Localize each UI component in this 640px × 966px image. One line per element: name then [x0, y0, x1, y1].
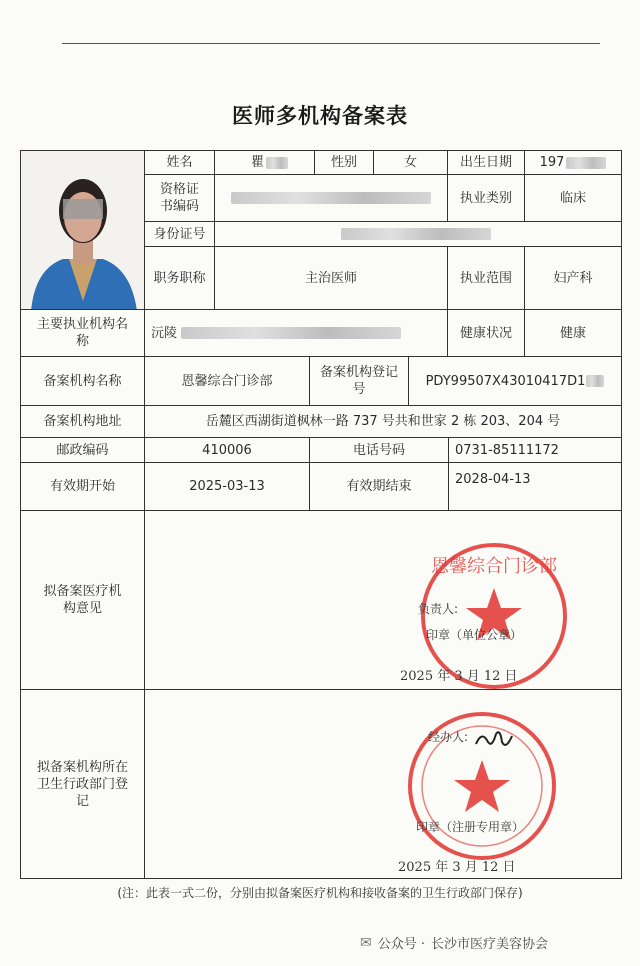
cert-value — [214, 174, 448, 222]
birth-value-text: 197 — [539, 155, 565, 170]
footer-watermark — [360, 933, 548, 952]
phone-value: 0731-85111172 — [448, 437, 622, 463]
postcode-label: 邮政编码 — [20, 437, 145, 463]
redacted-cert — [231, 192, 431, 204]
form-note: (注：此表一式二份，分别由拟备案医疗机构和接收备案的卫生行政部门保存) — [117, 886, 523, 900]
title-value: 主治医师 — [214, 246, 448, 310]
scope-value: 妇产科 — [524, 246, 622, 310]
title-label: 职务职称 — [144, 246, 215, 310]
wechat-icon: ✉ — [360, 934, 372, 951]
birth-label: 出生日期 — [447, 150, 525, 175]
responsible-label: 负责人: — [418, 602, 459, 616]
registration-seal-label: 印章（注册专用章） — [416, 820, 525, 834]
footer-account-prefix: 公众号 · — [377, 937, 425, 952]
main-org-label: 主要执业机构名称 — [20, 309, 145, 357]
reg-no-label: 备案机构登记号 — [309, 356, 409, 406]
registration-date: 2025 年 3 月 12 日 — [398, 860, 516, 875]
end-label: 有效期结束 — [309, 462, 449, 511]
start-label: 有效期开始 — [20, 462, 145, 511]
redacted-birth — [566, 157, 606, 169]
health-value: 健康 — [524, 309, 622, 357]
opinion-date: 2025 年 3 月 12 日 — [400, 669, 518, 684]
address-value: 岳麓区西湖街道枫林一路 737 号共和世家 2 栋 203、204 号 — [144, 405, 622, 438]
opinion-seal-label: 印章（单位公章） — [426, 628, 523, 642]
filing-org-label: 备案机构名称 — [20, 356, 145, 406]
end-value: 2028-04-13 — [448, 462, 622, 511]
handler-signature — [472, 724, 516, 752]
main-org-value-text: 沅陵 — [151, 325, 178, 341]
phone-label: 电话号码 — [309, 437, 449, 463]
reg-no-value — [408, 356, 622, 406]
name-value-text: 瞿 — [251, 155, 265, 170]
page-title: 医师多机构备案表 — [232, 104, 408, 128]
postcode-value: 410006 — [144, 437, 310, 463]
reg-no-value-text: PDY99507X43010417D1 — [425, 373, 586, 389]
scope-label: 执业范围 — [447, 246, 525, 310]
opinion-label: 拟备案医疗机构意见 — [20, 510, 145, 690]
cert-label: 资格证书编码 — [144, 174, 215, 222]
handler-label: 经办人: — [428, 730, 469, 744]
id-value — [214, 221, 622, 247]
gender-label: 性别 — [314, 150, 374, 175]
top-rule — [62, 43, 600, 44]
birth-value — [524, 150, 622, 175]
address-label: 备案机构地址 — [20, 405, 145, 438]
gender-value: 女 — [373, 150, 448, 175]
name-label: 姓名 — [144, 150, 215, 175]
practice-type-label: 执业类别 — [447, 174, 525, 222]
registration-label: 拟备案机构所在卫生行政部门登记 — [20, 689, 145, 879]
start-value: 2025-03-13 — [144, 462, 310, 511]
redacted-reg-no — [586, 375, 604, 387]
stamp-text: 恩馨综合门诊部 — [431, 556, 557, 577]
practice-type-value: 临床 — [524, 174, 622, 222]
footer-account-name: 长沙市医疗美容协会 — [431, 937, 549, 952]
redacted-main-org — [181, 327, 401, 339]
name-value — [214, 150, 315, 175]
main-org-value — [144, 309, 448, 357]
filing-org-value: 恩馨综合门诊部 — [144, 356, 310, 406]
health-label: 健康状况 — [447, 309, 525, 357]
id-label: 身份证号 — [144, 221, 215, 247]
doctor-photo — [20, 150, 145, 310]
redacted-id — [341, 228, 491, 240]
redacted-name — [266, 157, 288, 169]
